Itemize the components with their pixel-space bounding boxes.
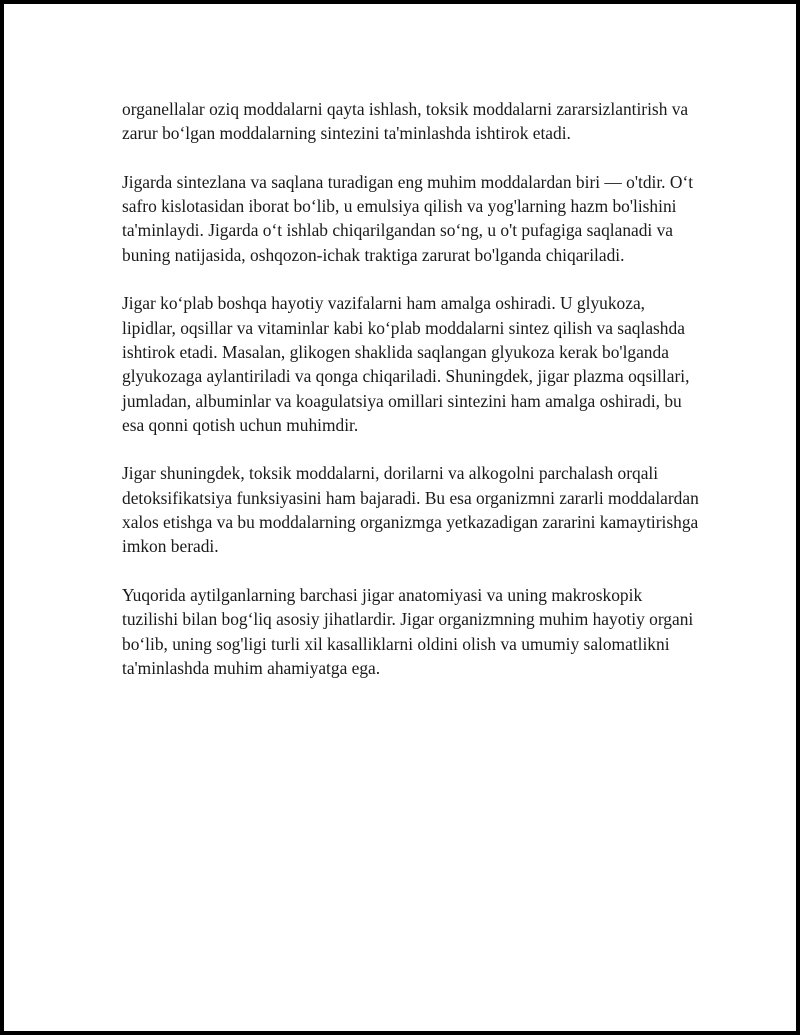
paragraph-5: Yuqorida aytilganlarning barchasi jigar anatomiyasi va uning makroskopik tuzilishi bilan bog‘liq asosiy jihatlardir. Jigar organizmning muhim hayotiy organi bo‘lib, uning sog'ligi turli xil kasalliklarni oldini olish va umumiy salomatlikni ta'minlashda muhim ahamiyatga ega. bbox=[122, 584, 694, 678]
paragraph-4: Jigar shuningdek, toksik moddalarni, dorilarni va alkogolni parchalash orqali detoksifikatsiya funksiyasini ham bajaradi. Bu esa organizmni zararli moddalardan xalos etishga va bu moddalarning organizmga yetkazadigan zararini kamaytirishga imkon beradi. bbox=[122, 463, 699, 557]
paragraph-1: organellalar oziq moddalarni qayta ishlash, toksik moddalarni zararsizlantirish va zarur bo‘lgan moddalarning sintezini ta'minlashda ishtirok etadi. bbox=[122, 99, 689, 144]
text-body bbox=[122, 97, 702, 704]
paragraph-2: Jigarda sintezlana va saqlana turadigan eng muhim moddalardan biri — o'tdir. O‘t safro kislotasidan iborat bo‘lib, u emulsiya qilish va yog'larning hazm bo'lishini ta'minlaydi. Jigarda o‘t ishlab chiqarilgandan so‘ng, u o't pufagiga saqlanadi va buning natijasida, oshqozon-ichak traktiga zarurat bo'lganda chiqariladi. bbox=[122, 171, 694, 265]
paragraph-3: Jigar ko‘plab boshqa hayotiy vazifalarni ham amalga oshiradi. U glyukoza, lipidlar, oqsillar va vitaminlar kabi ko‘plab moddalarni sintez qilish va saqlashda ishtirok etadi. Masalan, glikogen shaklida saqlangan glyukoza kerak bo'lganda glyukozaga aylantiriladi va qonga chiqariladi. Shuningdek, jigar plazma oqsillari, jumladan, albuminlar va koagulatsiya omillari sintezini ham amalga oshiradi, bu esa qonni qotish uchun muhimdir. bbox=[122, 293, 690, 435]
